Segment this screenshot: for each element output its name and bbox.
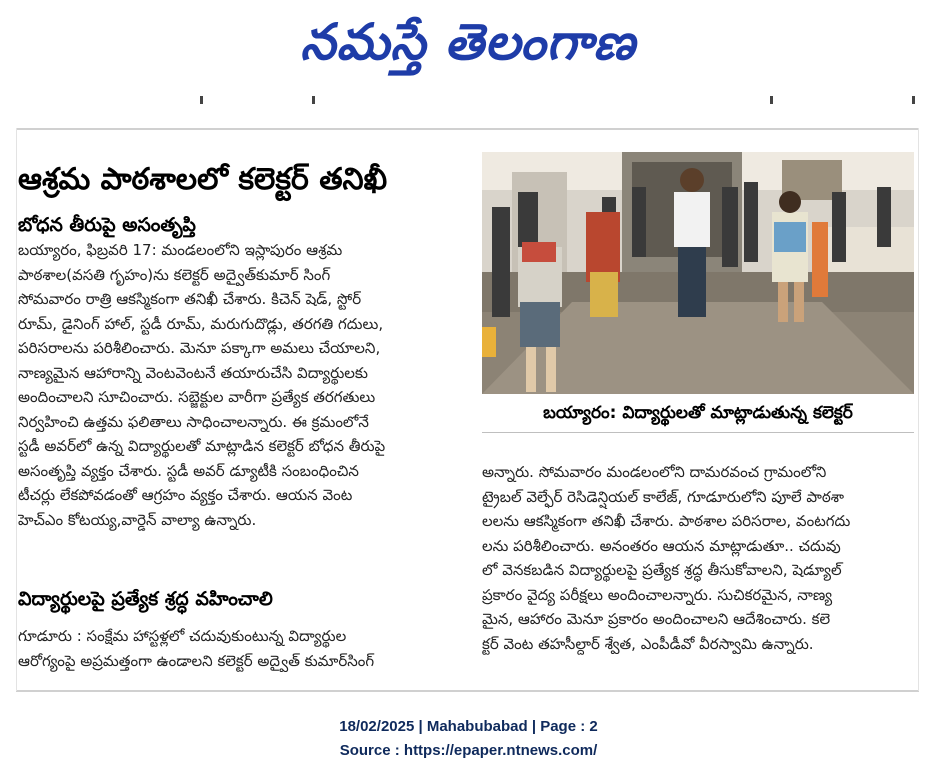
text-line: సోమవారం రాత్రి ఆకస్మికంగా తనిఖీ చేశారు. కిచెన్ షెడ్, స్టోర్ bbox=[18, 290, 362, 308]
text-line: అసంతృప్తి వ్యక్తం చేశారు. స్టడీ అవర్ డ్యూటీకి సంబంధించిన bbox=[18, 461, 359, 480]
text-line: ఆరోగ్యంపై అప్రమత్తంగా ఉండాలని కలెక్టర్ అద్వైత్ కుమార్‌సింగ్ bbox=[18, 651, 375, 670]
masthead bbox=[0, 0, 937, 92]
photo-caption: బయ్యారం: విద్యార్థులతో మాట్లాడుతున్న కలెక్టర్ bbox=[543, 403, 853, 423]
article-headline: ఆశ్రమ పాఠశాలలో కలెక్టర్ తనిఖీ bbox=[18, 162, 388, 197]
text-line: గూడూరు : సంక్షేమ హాస్టళ్లలో చదువుకుంటున్న విద్యార్థుల bbox=[18, 627, 347, 645]
text-line: అందించాలని సూచించారు. సబ్జెక్టుల వారీగా ప్రత్యేక తరగతులు bbox=[18, 388, 376, 406]
clipping-border-left bbox=[16, 128, 17, 691]
text-line: అన్నారు. సోమవారం మండలంలోని దామరవంచ గ్రామంలోని bbox=[482, 463, 827, 481]
article-subhead-1: బోధన తీరుపై అసంతృప్తి bbox=[18, 214, 196, 236]
text-line: పాఠశాల(వసతి గృహం)ను కలెక్టర్ అద్వైత్‌కుమార్ సింగ్ bbox=[18, 265, 331, 284]
text-line: పరిసరాలను పరిశీలించారు. మెనూ పక్కాగా అమలు చేయాలని, bbox=[18, 339, 381, 357]
text-line: రూమ్, డైనింగ్ హాల్, స్టడీ రూమ్, మరుగుదొడ్లు, తరగతి గదులు, bbox=[18, 314, 384, 333]
text-line: లలను ఆకస్మికంగా తనిఖీ చేశారు. పాఠశాల పరిసరాల, వంటగదు bbox=[482, 512, 851, 530]
article-column-2 bbox=[482, 460, 914, 656]
article-column-1 bbox=[18, 238, 476, 532]
text-line: నాణ్యమైన ఆహారాన్ని వెంటవెంటనే తయారుచేసి విద్యార్థులకు bbox=[18, 363, 368, 382]
text-line: స్టడీ అవర్‌లో ఉన్న విద్యార్థులతో మాట్లాడిన కలెక్టర్ బోధన తీరుపై bbox=[18, 437, 386, 455]
text-line: ప్రకారం వైద్య పరీక్షలు అందించాలన్నారు. సుచికరమైన, నాణ్య bbox=[482, 585, 833, 604]
footer-source: Source : https://epaper.ntnews.com/ bbox=[339, 742, 598, 759]
text-line: క్టర్ వెంట తహసీల్దార్ శ్వేత, ఎంపీడీవో వీరస్వామి ఉన్నారు. bbox=[482, 634, 814, 653]
text-line: లో వెనకబడిన విద్యార్థులపై ప్రత్యేక శ్రద్ధ తీసుకోవాలని, షెడ్యూల్ bbox=[482, 561, 842, 579]
text-line: మైన, ఆహారం మెనూ ప్రకారం అందించాలని ఆదేశించారు. కలె bbox=[482, 610, 831, 628]
text-line: హెచ్‌ఎం కోటయ్య,వార్డెన్ వాల్యా ఉన్నారు. bbox=[18, 510, 257, 529]
clipping-border-bottom bbox=[16, 690, 919, 692]
text-line: లను పరిశీలించారు. అనంతరం ఆయన మాట్లాడుతూ.. చదువు bbox=[482, 536, 841, 555]
text-line: ట్రైబల్ వెల్ఫేర్ రెసిడెన్షియల్ కాలేజ్, గూడూరులోని పూలే పాఠశా bbox=[482, 487, 844, 506]
cropped-header-strip bbox=[0, 92, 937, 108]
text-line: నిర్వహించి ఉత్తమ ఫలితాలు సాధించాలన్నారు. ఈ క్రమంలోనే bbox=[18, 412, 369, 431]
clipping-border-right bbox=[918, 128, 919, 691]
text-line: బయ్యారం, ఫిబ్రవరి 17: మండలంలోని ఇస్లాపురం ఆశ్రమ bbox=[18, 241, 343, 259]
article-subhead-2: విద్యార్థులపై ప్రత్యేక శ్రద్ధ వహించాలి bbox=[18, 588, 273, 610]
clipping-border-top bbox=[16, 128, 919, 130]
footer-date-edition: 18/02/2025 | Mahabubabad | Page : 2 bbox=[339, 718, 598, 735]
caption-divider bbox=[482, 432, 914, 433]
text-line: టీచర్లు లేకపోవడంతో ఆగ్రహం వ్యక్తం చేశారు. ఆయన వెంట bbox=[18, 486, 353, 504]
newspaper-logo: నమస్తే తెలంగాణ bbox=[300, 13, 636, 71]
article-column-1-continued bbox=[18, 624, 476, 673]
news-photo bbox=[482, 152, 914, 394]
